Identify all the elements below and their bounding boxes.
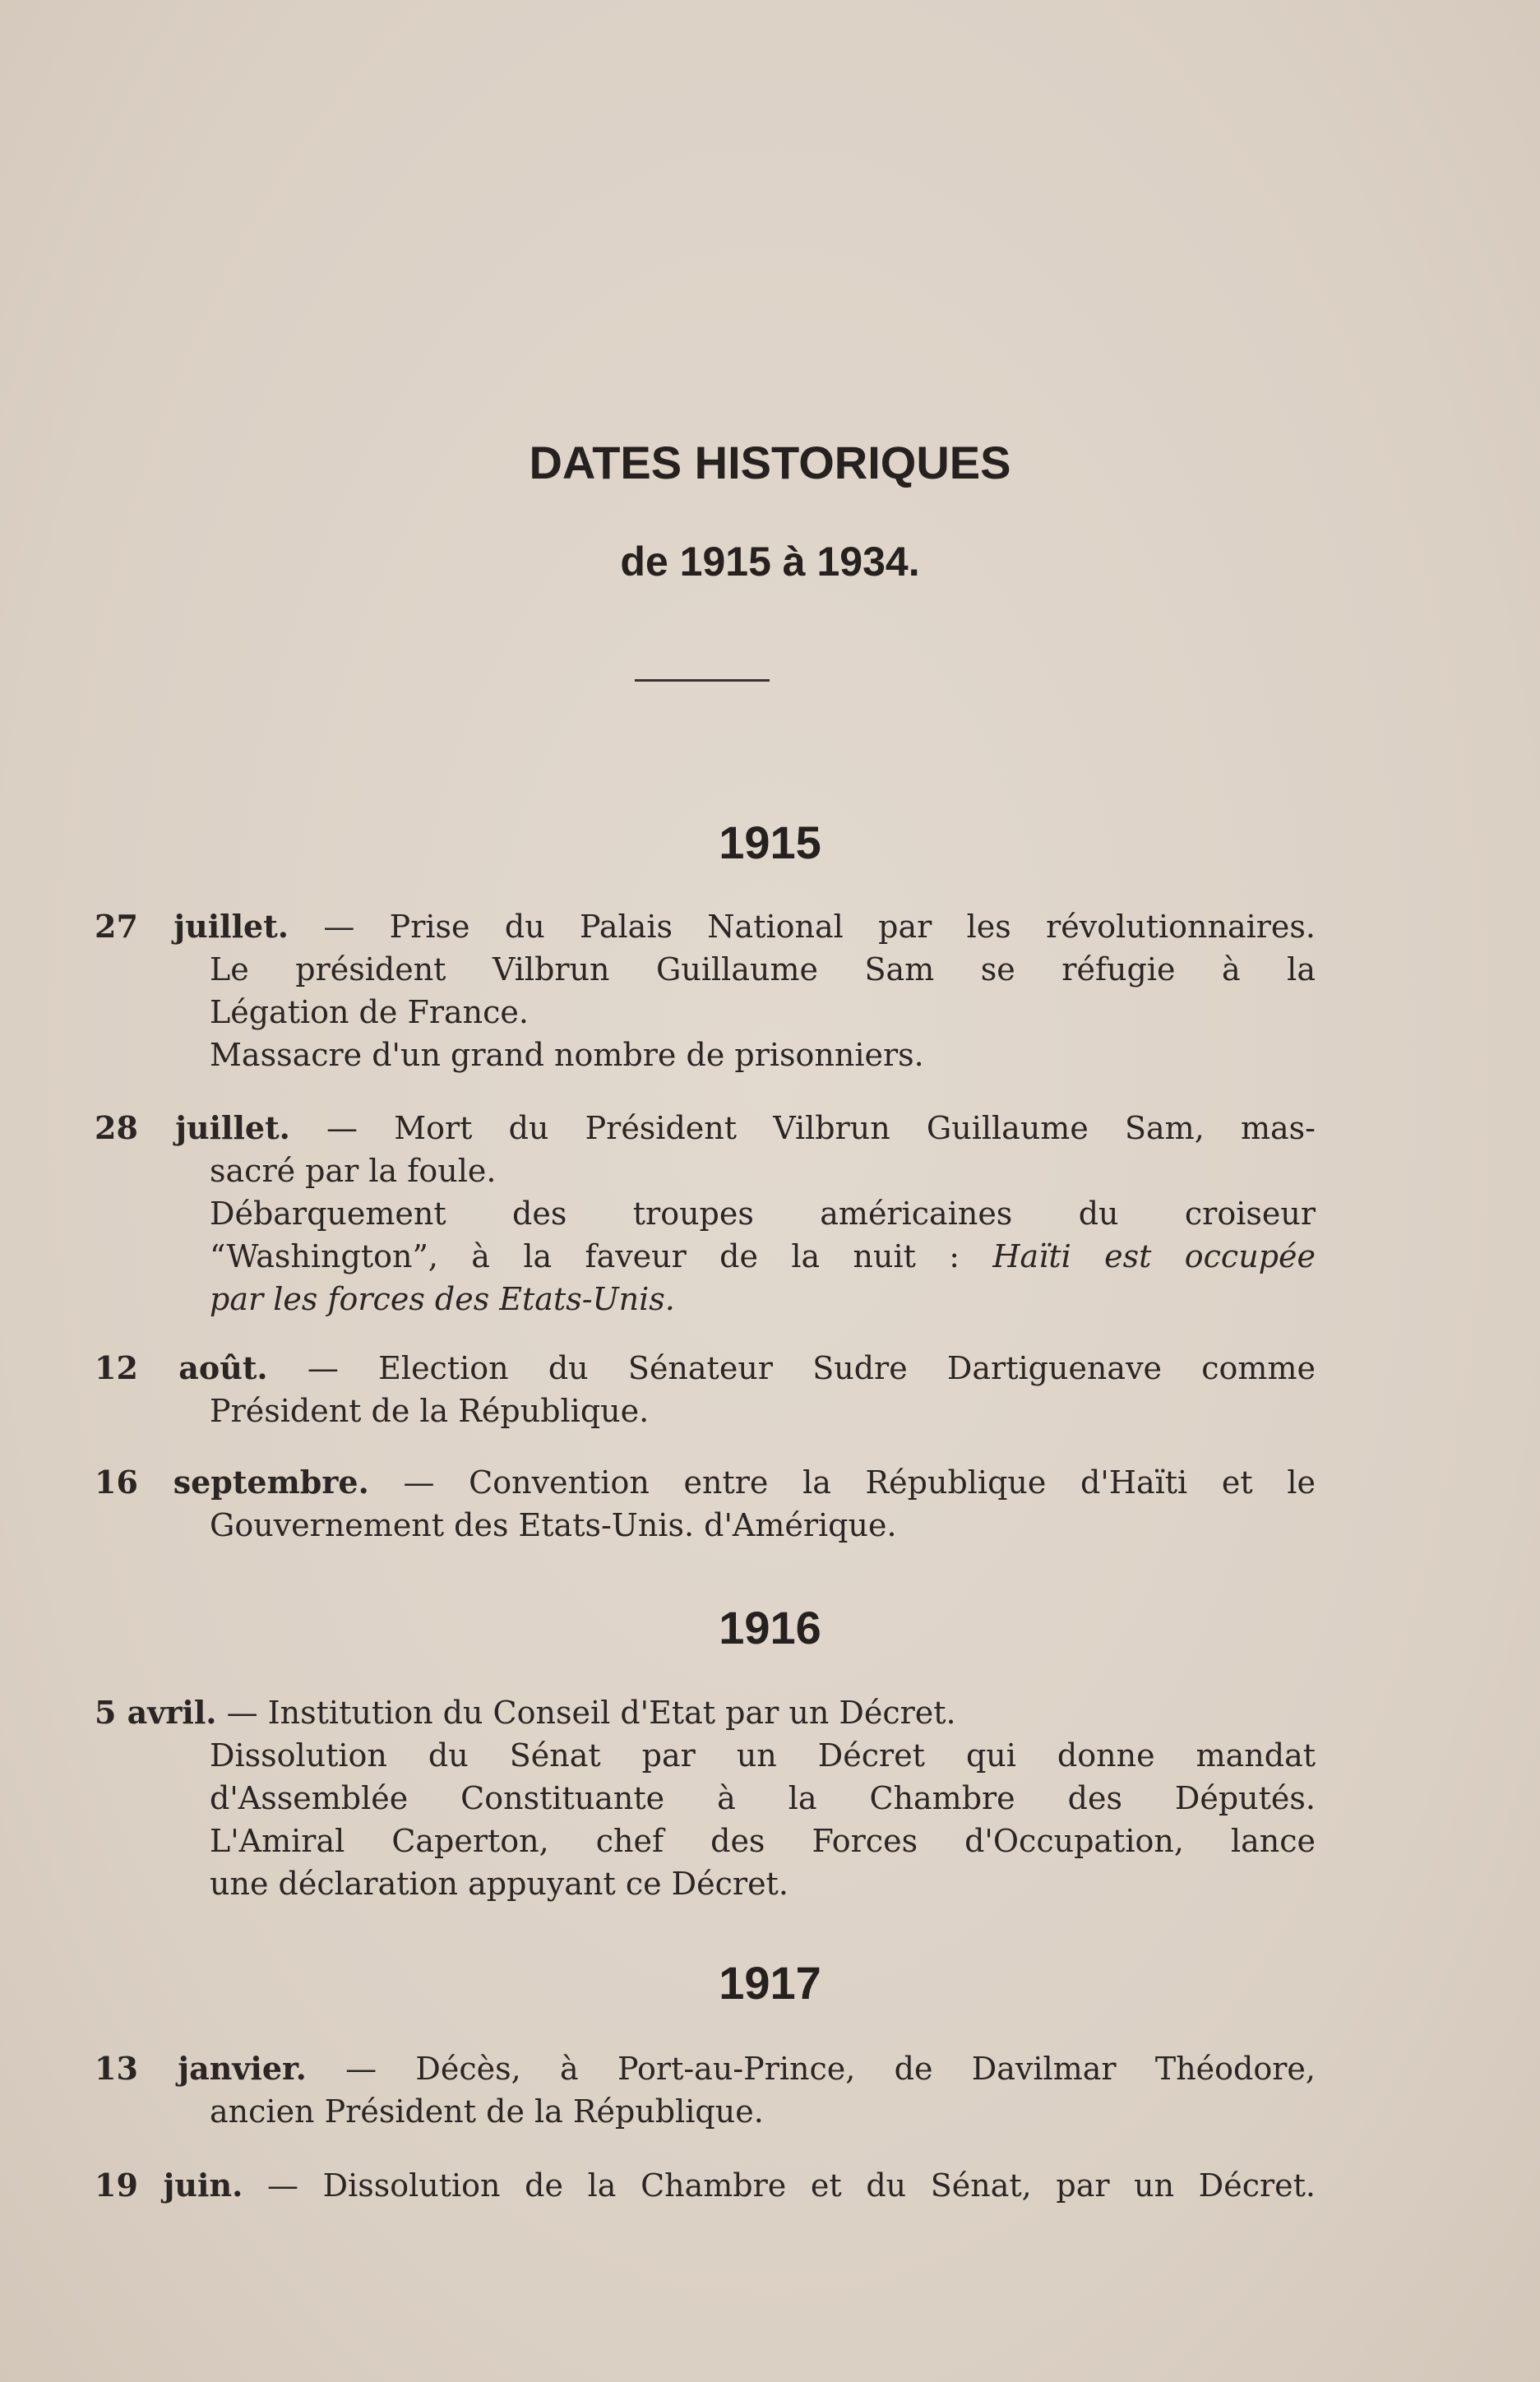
entry-text: Convention entre la République d'Haïti et le: [469, 1464, 1316, 1501]
entry-date: 19 juin.: [95, 2167, 243, 2204]
entry-date: 13 janvier.: [95, 2050, 307, 2087]
entry-line: 12 août. — Election du Sénateur Sudre Dartiguenave comme: [95, 1349, 1316, 1386]
entry-text: Légation de France.: [210, 994, 529, 1030]
entry-line: [95, 948, 1316, 991]
entry-line: [95, 991, 1316, 1034]
entry-text: Gouvernement des Etats-Unis. d'Amérique.: [210, 1507, 897, 1543]
entry-text: Débarquement des troupes américaines du croiseur: [210, 1196, 1316, 1232]
entry-line: [95, 1235, 1316, 1278]
entry-line: [95, 1149, 1316, 1192]
entry-text: Mort du Président Vilbrun Guillaume Sam, mas-: [394, 1110, 1316, 1146]
entry-line: 28 juillet. — Mort du Président Vilbrun Guillaume Sam, mas-: [95, 1109, 1316, 1146]
entry-text: Le président Vilbrun Guillaume Sam se réfugie à la: [210, 951, 1316, 987]
year-heading-1915: 1915: [719, 816, 821, 868]
entry: [95, 1107, 1316, 1321]
entry-text: L'Amiral Caperton, chef des Forces d'Occupation, lance: [210, 1823, 1316, 1859]
entry-line: 5 avril. — Institution du Conseil d'Etat par un Décret.: [95, 1694, 956, 1731]
entry-text: Prise du Palais National par les révolutionnaires.: [389, 909, 1316, 945]
year-heading-1917: 1917: [719, 1957, 821, 2009]
entry: [95, 905, 1316, 1076]
entry-date: 27 juillet.: [95, 908, 289, 945]
entry-date: 12 août.: [95, 1349, 268, 1386]
page-title: DATES HISTORIQUES: [529, 437, 1011, 488]
entry-italic-text: par les forces des Etats-Unis.: [210, 1281, 675, 1317]
entry-date: 5 avril.: [95, 1694, 217, 1731]
entry-text: une déclaration appuyant ce Décret.: [210, 1866, 788, 1902]
entry-text: Décès, à Port-au-Prince, de Davilmar Théodore,: [415, 2051, 1316, 2087]
entry-line: [95, 1278, 1316, 1321]
entry-line: 19 juin. — Dissolution de la Chambre et du Sénat, par un Décret.: [95, 2167, 1316, 2204]
entry-line: [95, 1734, 1316, 1777]
entry-text: Election du Sénateur Sudre Dartiguenave comme: [378, 1350, 1316, 1386]
entry-text: Institution du Conseil d'Etat par un Décret.: [267, 1695, 956, 1731]
entry: [95, 1461, 1316, 1547]
entry-text: Massacre d'un grand nombre de prisonniers.: [210, 1037, 924, 1073]
entry-line: [95, 2090, 1316, 2133]
entry: [95, 2047, 1316, 2133]
entry-text: d'Assemblée Constituante à la Chambre des Députés.: [210, 1780, 1316, 1816]
entry-line: 16 septembre. — Convention entre la République d'Haïti et le: [95, 1464, 1316, 1501]
entry-text: Dissolution de la Chambre et du Sénat, par un Décret.: [322, 2167, 1316, 2204]
entry-text: Président de la République.: [210, 1393, 650, 1429]
entry-date: 28 juillet.: [95, 1109, 290, 1146]
entry-line: [95, 1862, 1316, 1905]
entry-line: [95, 1390, 1316, 1432]
entry-line: [95, 1820, 1316, 1862]
entry-text: “Washington”, à la faveur de la nuit :: [210, 1238, 993, 1274]
entry-line: [95, 1777, 1316, 1820]
entry-text: Dissolution du Sénat par un Décret qui donne mandat: [210, 1737, 1316, 1774]
entry-line: 27 juillet. — Prise du Palais National par les révolutionnaires.: [95, 908, 1316, 945]
entry-line: [95, 1034, 1316, 1076]
entry: [95, 1347, 1316, 1432]
entry-text: sacré par la foule.: [210, 1153, 497, 1189]
entry-line: 13 janvier. — Décès, à Port-au-Prince, de Davilmar Théodore,: [95, 2050, 1316, 2087]
entry-italic-text: Haïti est occupée: [992, 1238, 1316, 1274]
entry-line: [95, 1504, 1316, 1547]
entry: [95, 1691, 1316, 1905]
entry-text: ancien Président de la République.: [210, 2093, 764, 2130]
divider-rule: [635, 679, 770, 682]
entry-date: 16 septembre.: [95, 1464, 369, 1501]
entry-line: [95, 1192, 1316, 1235]
page-subtitle: de 1915 à 1934.: [620, 539, 920, 585]
entry: [95, 2164, 1316, 2207]
year-heading-1916: 1916: [719, 1602, 821, 1654]
